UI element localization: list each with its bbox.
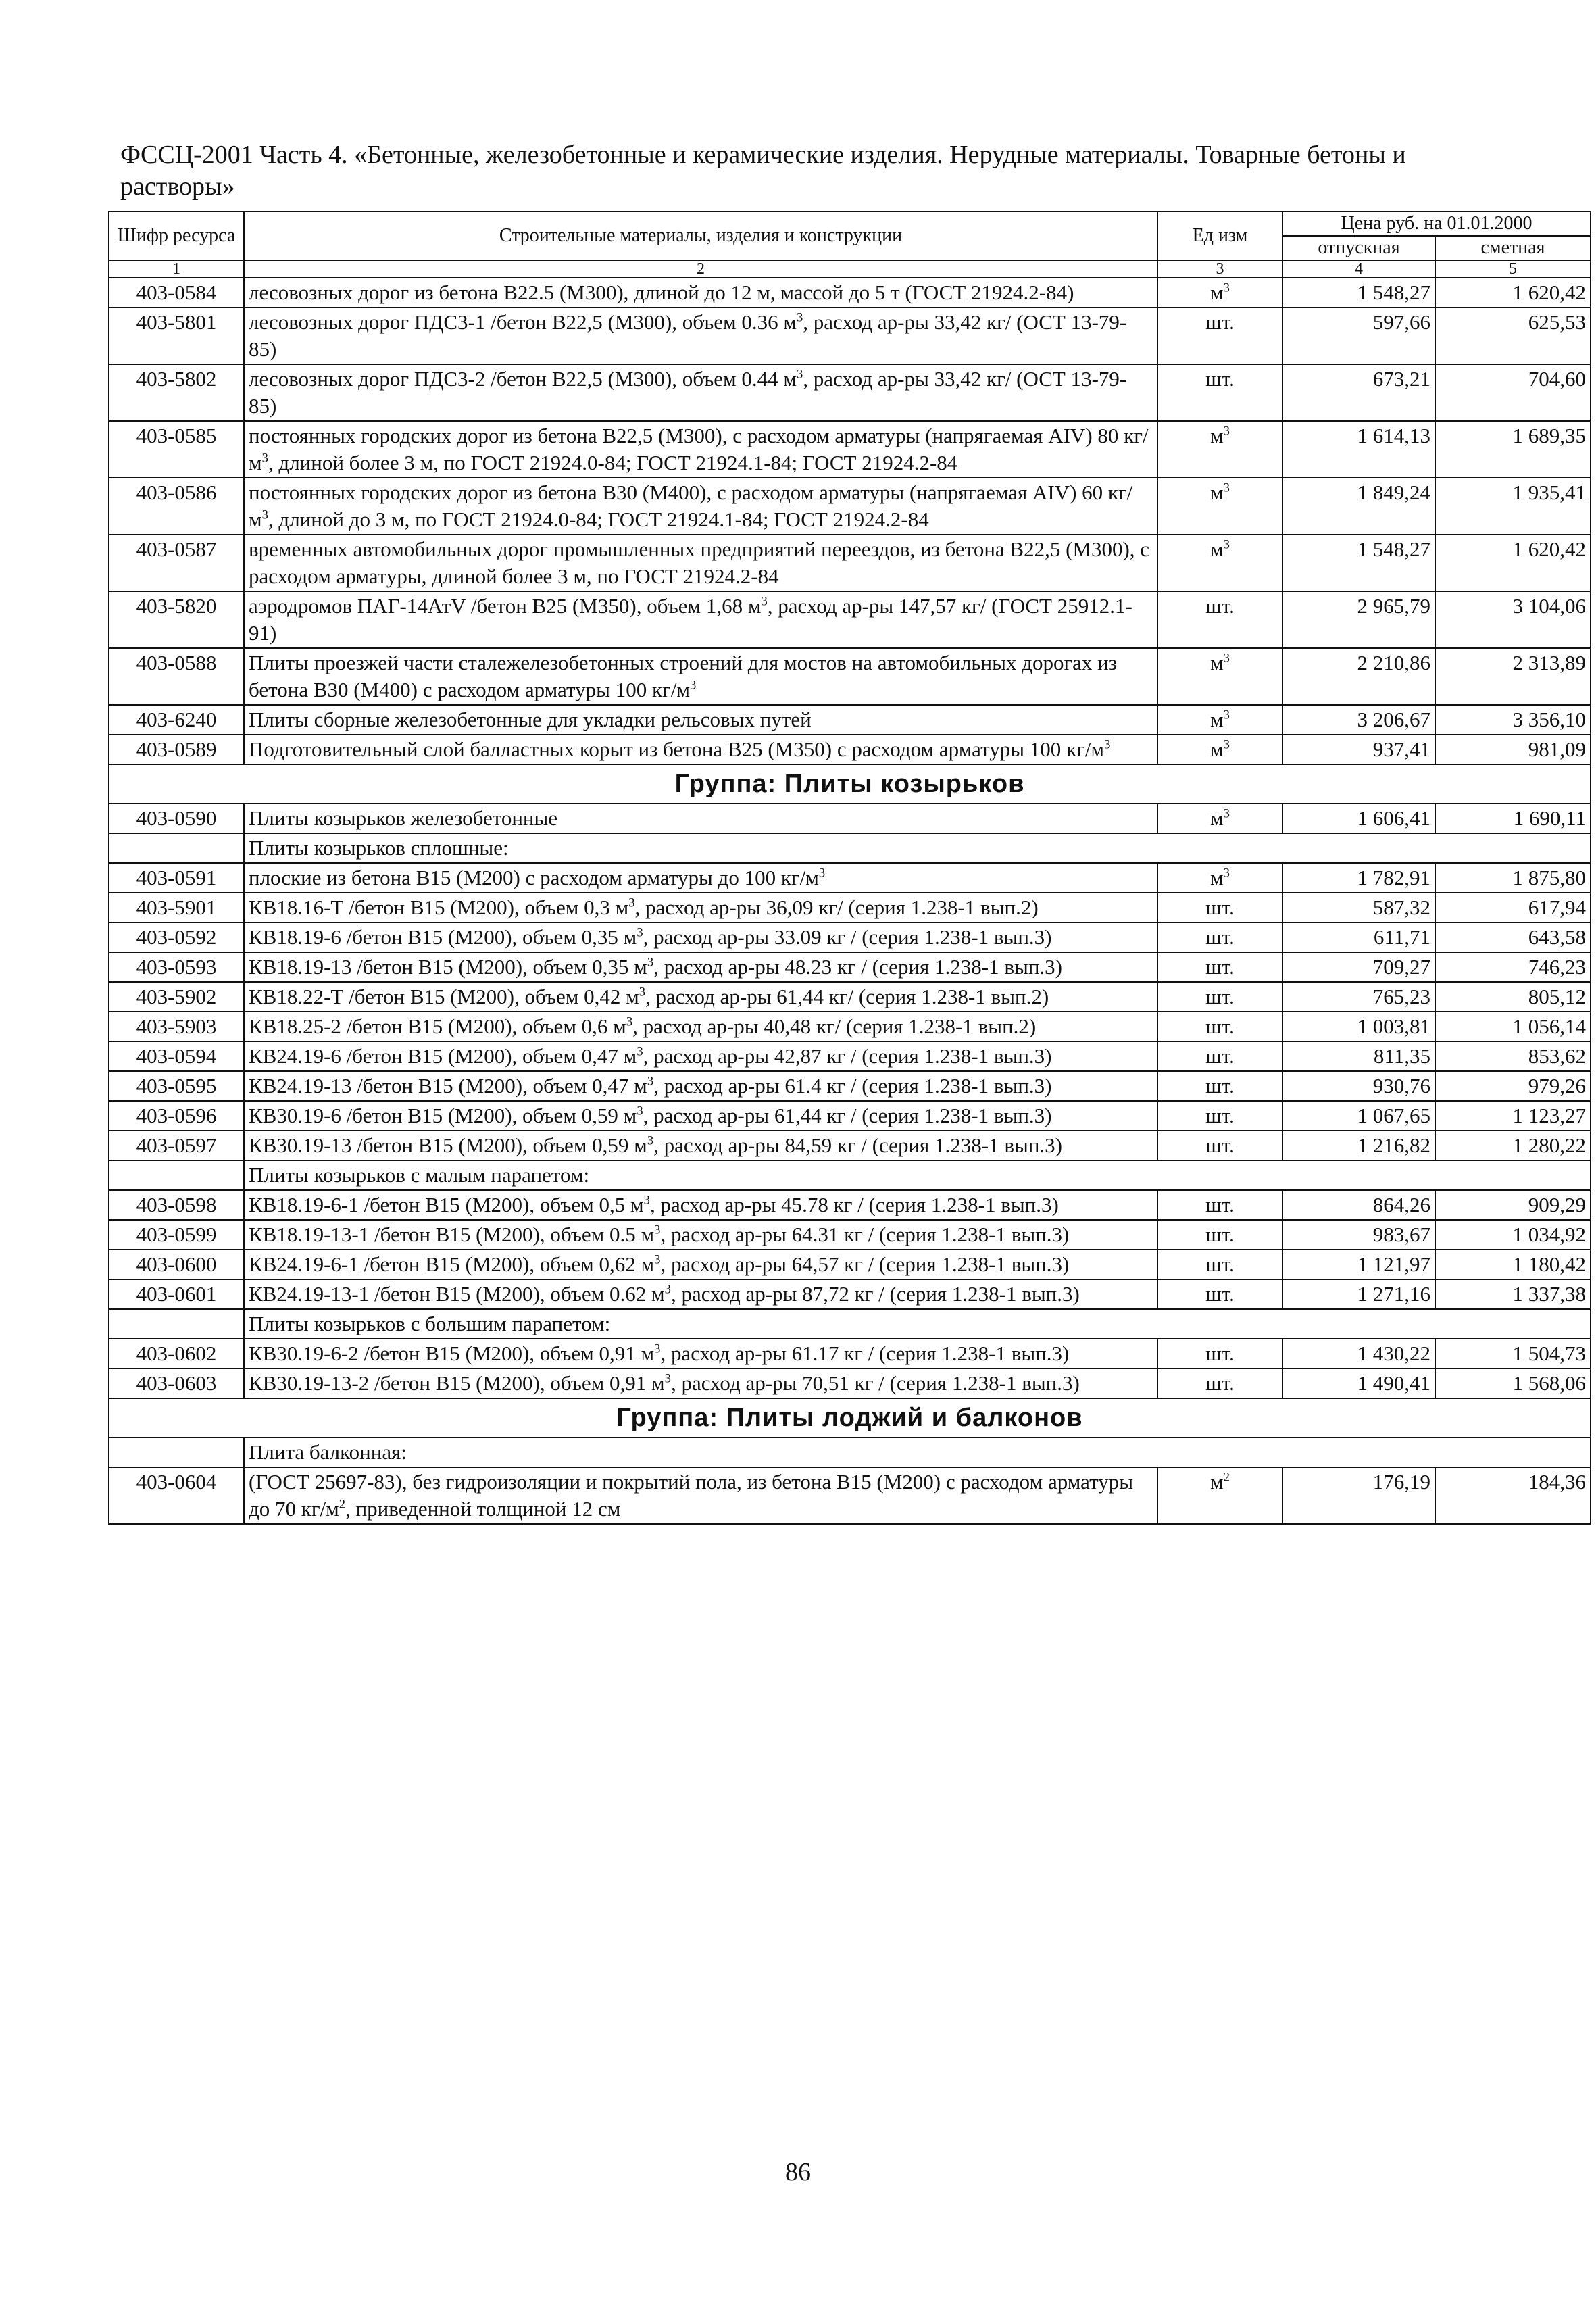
- col-header-estimate: сметная: [1435, 236, 1591, 260]
- unit-of-measure: шт.: [1157, 364, 1282, 421]
- unit-of-measure: шт.: [1157, 893, 1282, 922]
- unit-of-measure: $м^3$: [1157, 535, 1282, 591]
- table-row: [109, 1279, 1591, 1309]
- material-description: КВ18.25-2 /бетон В15 (М200), объем 0,6 $м^3$, расход ар-ры 40,48 кг/ (серия 1.238-1 вып.2): [244, 1012, 1157, 1041]
- col-number: 4: [1282, 260, 1435, 278]
- resource-code: 403-0601: [109, 1279, 244, 1309]
- material-description: КВ18.19-13-1 /бетон В15 (М200), объем 0.5 $м^3$, расход ар-ры 64.31 кг / (серия 1.238-1 вып.3): [244, 1220, 1157, 1250]
- resource-code: 403-5820: [109, 591, 244, 648]
- unit-of-measure: шт.: [1157, 307, 1282, 364]
- material-description: КВ24.19-13-1 /бетон В15 (М200), объем 0.62 $м^3$, расход ар-ры 87,72 кг / (серия 1.238-1 вып.3): [244, 1279, 1157, 1309]
- release-price: 2 965,79: [1282, 591, 1435, 648]
- col-number: 2: [244, 260, 1157, 278]
- release-price: 1 614,13: [1282, 421, 1435, 478]
- table-row: [109, 1131, 1591, 1160]
- release-price: 1 490,41: [1282, 1369, 1435, 1398]
- material-description: КВ24.19-13 /бетон В15 (М200), объем 0,47 $м^3$, расход ар-ры 61.4 кг / (серия 1.238-1 вып.3): [244, 1071, 1157, 1101]
- resource-code: 403-0595: [109, 1071, 244, 1101]
- material-description: Плиты козырьков железобетонные: [244, 804, 1157, 833]
- material-description: КВ24.19-6-1 /бетон В15 (М200), объем 0,62 $м^3$, расход ар-ры 64,57 кг / (серия 1.238-1 вып.3): [244, 1250, 1157, 1279]
- release-price: 176,19: [1282, 1467, 1435, 1524]
- release-price: 1 121,97: [1282, 1250, 1435, 1279]
- estimate-price: 1 056,14: [1435, 1012, 1591, 1041]
- unit-of-measure: $м^3$: [1157, 804, 1282, 833]
- subheading-row: [109, 1437, 1591, 1467]
- release-price: 1 067,65: [1282, 1101, 1435, 1131]
- resource-code: 403-5903: [109, 1012, 244, 1041]
- estimate-price: 1 620,42: [1435, 535, 1591, 591]
- resource-code: 403-0598: [109, 1190, 244, 1220]
- unit-of-measure: шт.: [1157, 1041, 1282, 1071]
- release-price: 1 216,82: [1282, 1131, 1435, 1160]
- table-row: [109, 1012, 1591, 1041]
- resource-code: 403-0593: [109, 952, 244, 982]
- unit-of-measure: $м^2$: [1157, 1467, 1282, 1524]
- material-description: КВ18.19-13 /бетон В15 (М200), объем 0,35 $м^3$, расход ар-ры 48.23 кг / (серия 1.238-1 вып.3): [244, 952, 1157, 982]
- empty-cell: [109, 1437, 244, 1467]
- table-row: [109, 1250, 1591, 1279]
- unit-of-measure: $м^3$: [1157, 735, 1282, 764]
- resource-code: 403-0584: [109, 278, 244, 307]
- col-header-price: Цена руб. на 01.01.2000: [1282, 212, 1591, 236]
- material-description: Подготовительный слой балластных корыт из бетона В25 (М350) с расходом арматуры 100 $кг/м^3$: [244, 735, 1157, 764]
- unit-of-measure: шт.: [1157, 1012, 1282, 1041]
- table-row: [109, 364, 1591, 421]
- estimate-price: 805,12: [1435, 982, 1591, 1012]
- subheading: Плиты козырьков с большим парапетом:: [244, 1309, 1591, 1339]
- document-header: ФССЦ-2001 Часть 4. «Бетонные, железобетонные и керамические изделия. Нерудные материалы. Товарные бетоны и растворы»: [120, 141, 1406, 201]
- unit-of-measure: шт.: [1157, 1250, 1282, 1279]
- unit-of-measure: шт.: [1157, 1220, 1282, 1250]
- group-heading-row: [109, 1398, 1591, 1437]
- unit-of-measure: $м^3$: [1157, 863, 1282, 893]
- release-price: 597,66: [1282, 307, 1435, 364]
- table-row: [109, 1369, 1591, 1398]
- unit-of-measure: $м^3$: [1157, 421, 1282, 478]
- estimate-price: 1 568,06: [1435, 1369, 1591, 1398]
- estimate-price: 1 504,73: [1435, 1339, 1591, 1369]
- estimate-price: 1 123,27: [1435, 1101, 1591, 1131]
- release-price: 709,27: [1282, 952, 1435, 982]
- table-row: [109, 952, 1591, 982]
- release-price: 765,23: [1282, 982, 1435, 1012]
- col-number: 3: [1157, 260, 1282, 278]
- col-header-unit: Ед изм: [1157, 212, 1282, 260]
- subheading-row: [109, 1160, 1591, 1190]
- release-price: 673,21: [1282, 364, 1435, 421]
- resource-code: 403-0602: [109, 1339, 244, 1369]
- material-description: КВ18.19-6-1 /бетон В15 (М200), объем 0,5 $м^3$, расход ар-ры 45.78 кг / (серия 1.238-1 вып.3): [244, 1190, 1157, 1220]
- material-description: КВ30.19-13-2 /бетон В15 (М200), объем 0,91 $м^3$, расход ар-ры 70,51 кг / (серия 1.238-1 вып.3): [244, 1369, 1157, 1398]
- resource-code: 403-0600: [109, 1250, 244, 1279]
- estimate-price: 1 689,35: [1435, 421, 1591, 478]
- subheading-row: [109, 1309, 1591, 1339]
- group-heading: Группа: Плиты лоджий и балконов: [109, 1398, 1591, 1437]
- material-description: КВ30.19-6-2 /бетон В15 (М200), объем 0,91 $м^3$, расход ар-ры 61.17 кг / (серия 1.238-1 вып.3): [244, 1339, 1157, 1369]
- material-description: постоянных городских дорог из бетона В30 (М400), с расходом арматуры (напрягаемая AIV) 60 $кг/м^3$, длиной до 3 м, по ГОСТ 21924.0-84; ГОСТ 21924.1-84; ГОСТ 21924.2-84: [244, 478, 1157, 535]
- resource-code: 403-0603: [109, 1369, 244, 1398]
- table-row: [109, 705, 1591, 735]
- resource-code: 403-5802: [109, 364, 244, 421]
- unit-of-measure: шт.: [1157, 952, 1282, 982]
- table-row: [109, 804, 1591, 833]
- table-row: [109, 1101, 1591, 1131]
- estimate-price: 704,60: [1435, 364, 1591, 421]
- empty-cell: [109, 833, 244, 863]
- unit-of-measure: шт.: [1157, 1369, 1282, 1398]
- material-description: КВ18.19-6 /бетон В15 (М200), объем 0,35 $м^3$, расход ар-ры 33.09 кг / (серия 1.238-1 вып.3): [244, 922, 1157, 952]
- table-header: [109, 212, 1591, 278]
- resource-code: 403-0604: [109, 1467, 244, 1524]
- subheading-row: [109, 833, 1591, 863]
- estimate-price: 3 356,10: [1435, 705, 1591, 735]
- price-table: [108, 211, 1591, 1525]
- group-heading: Группа: Плиты козырьков: [109, 764, 1591, 804]
- estimate-price: 2 313,89: [1435, 648, 1591, 705]
- material-description: лесовозных дорог ПДС3-1 /бетон В22,5 (М300), объем 0.36 $м^3$, расход ар-ры 33,42 кг/ (ОСТ 13-79-85): [244, 307, 1157, 364]
- estimate-price: 1 337,38: [1435, 1279, 1591, 1309]
- table-body: [109, 278, 1591, 1524]
- material-description: Плиты проезжей части сталежелезобетонных строений для мостов на автомобильных дорогах из бетона В30 (М400) с расходом арматуры 100 $кг/м^3$: [244, 648, 1157, 705]
- material-description: (ГОСТ 25697-83), без гидроизоляции и покрытий пола, из бетона В15 (М200) с расходом арматуры до 70 $кг/м^2$, приведенной толщиной 12 см: [244, 1467, 1157, 1524]
- resource-code: 403-0597: [109, 1131, 244, 1160]
- estimate-price: 746,23: [1435, 952, 1591, 982]
- estimate-price: 1 280,22: [1435, 1131, 1591, 1160]
- estimate-price: 1 935,41: [1435, 478, 1591, 535]
- subheading: Плита балконная:: [244, 1437, 1591, 1467]
- material-description: КВ18.22-Т /бетон В15 (М200), объем 0,42 $м^3$, расход ар-ры 61,44 кг/ (серия 1.238-1 вып.2): [244, 982, 1157, 1012]
- resource-code: 403-5901: [109, 893, 244, 922]
- unit-of-measure: шт.: [1157, 1279, 1282, 1309]
- release-price: 1 548,27: [1282, 278, 1435, 307]
- material-description: лесовозных дорог ПДС3-2 /бетон В22,5 (М300), объем 0.44 $м^3$, расход ар-ры 33,42 кг/ (ОСТ 13-79-85): [244, 364, 1157, 421]
- table-row: [109, 648, 1591, 705]
- estimate-price: 979,26: [1435, 1071, 1591, 1101]
- resource-code: 403-5801: [109, 307, 244, 364]
- table-row: [109, 307, 1591, 364]
- release-price: 1 606,41: [1282, 804, 1435, 833]
- estimate-price: 625,53: [1435, 307, 1591, 364]
- table-row: [109, 1071, 1591, 1101]
- release-price: 1 548,27: [1282, 535, 1435, 591]
- estimate-price: 617,94: [1435, 893, 1591, 922]
- resource-code: 403-0586: [109, 478, 244, 535]
- release-price: 1 271,16: [1282, 1279, 1435, 1309]
- table-row: [109, 1467, 1591, 1524]
- unit-of-measure: шт.: [1157, 982, 1282, 1012]
- col-number: 1: [109, 260, 244, 278]
- material-description: постоянных городских дорог из бетона В22,5 (М300), с расходом арматуры (напрягаемая AIV) 80 $кг/м^3$, длиной более 3 м, по ГОСТ 21924.0-84; ГОСТ 21924.1-84; ГОСТ 21924.2-84: [244, 421, 1157, 478]
- resource-code: 403-0587: [109, 535, 244, 591]
- unit-of-measure: $м^3$: [1157, 705, 1282, 735]
- release-price: 1 849,24: [1282, 478, 1435, 535]
- resource-code: 403-5902: [109, 982, 244, 1012]
- subheading: Плиты козырьков с малым парапетом:: [244, 1160, 1591, 1190]
- subheading: Плиты козырьков сплошные:: [244, 833, 1591, 863]
- unit-of-measure: $м^3$: [1157, 478, 1282, 535]
- estimate-price: 184,36: [1435, 1467, 1591, 1524]
- group-heading-row: [109, 764, 1591, 804]
- col-number: 5: [1435, 260, 1591, 278]
- estimate-price: 3 104,06: [1435, 591, 1591, 648]
- material-description: плоские из бетона В15 (М200) с расходом арматуры до 100 $кг/м^3$: [244, 863, 1157, 893]
- release-price: 930,76: [1282, 1071, 1435, 1101]
- resource-code: 403-6240: [109, 705, 244, 735]
- release-price: 611,71: [1282, 922, 1435, 952]
- resource-code: 403-0596: [109, 1101, 244, 1131]
- release-price: 937,41: [1282, 735, 1435, 764]
- col-header-name: Строительные материалы, изделия и конструкции: [244, 212, 1157, 260]
- estimate-price: 853,62: [1435, 1041, 1591, 1071]
- table-row: [109, 1041, 1591, 1071]
- table-row: [109, 278, 1591, 307]
- unit-of-measure: шт.: [1157, 1339, 1282, 1369]
- col-header-release: отпускная: [1282, 236, 1435, 260]
- table-row: [109, 982, 1591, 1012]
- release-price: 983,67: [1282, 1220, 1435, 1250]
- estimate-price: 909,29: [1435, 1190, 1591, 1220]
- estimate-price: 1 180,42: [1435, 1250, 1591, 1279]
- col-header-code: Шифр ресурса: [109, 212, 244, 260]
- resource-code: 403-0585: [109, 421, 244, 478]
- material-description: КВ24.19-6 /бетон В15 (М200), объем 0,47 $м^3$, расход ар-ры 42,87 кг / (серия 1.238-1 вып.3): [244, 1041, 1157, 1071]
- material-description: временных автомобильных дорог промышленных предприятий переездов, из бетона В22,5 (М300), с расходом арматуры, длиной более 3 м, по ГОСТ 21924.2-84: [244, 535, 1157, 591]
- unit-of-measure: шт.: [1157, 1071, 1282, 1101]
- release-price: 1 430,22: [1282, 1339, 1435, 1369]
- unit-of-measure: шт.: [1157, 1101, 1282, 1131]
- table-row: [109, 922, 1591, 952]
- estimate-price: 1 620,42: [1435, 278, 1591, 307]
- material-description: Плиты сборные железобетонные для укладки рельсовых путей: [244, 705, 1157, 735]
- unit-of-measure: $м^3$: [1157, 648, 1282, 705]
- release-price: 1 003,81: [1282, 1012, 1435, 1041]
- table-row: [109, 591, 1591, 648]
- release-price: 1 782,91: [1282, 863, 1435, 893]
- unit-of-measure: шт.: [1157, 1190, 1282, 1220]
- resource-code: 403-0590: [109, 804, 244, 833]
- table-row: [109, 1339, 1591, 1369]
- table-row: [109, 1190, 1591, 1220]
- resource-code: 403-0592: [109, 922, 244, 952]
- release-price: 864,26: [1282, 1190, 1435, 1220]
- empty-cell: [109, 1309, 244, 1339]
- estimate-price: 1 690,11: [1435, 804, 1591, 833]
- table-row: [109, 863, 1591, 893]
- empty-cell: [109, 1160, 244, 1190]
- material-description: лесовозных дорог из бетона В22.5 (М300), длиной до 12 м, массой до 5 т (ГОСТ 21924.2-84): [244, 278, 1157, 307]
- estimate-price: 981,09: [1435, 735, 1591, 764]
- unit-of-measure: шт.: [1157, 922, 1282, 952]
- table-row: [109, 893, 1591, 922]
- table-row: [109, 478, 1591, 535]
- table-row: [109, 535, 1591, 591]
- table-row: [109, 735, 1591, 764]
- table-row: [109, 1220, 1591, 1250]
- table-row: [109, 421, 1591, 478]
- unit-of-measure: шт.: [1157, 1131, 1282, 1160]
- material-description: аэродромов ПАГ-14АтV /бетон В25 (М350), объем 1,68 $м^3$, расход ар-ры 147,57 кг/ (ГОСТ 25912.1-91): [244, 591, 1157, 648]
- estimate-price: 1 034,92: [1435, 1220, 1591, 1250]
- resource-code: 403-0591: [109, 863, 244, 893]
- release-price: 2 210,86: [1282, 648, 1435, 705]
- unit-of-measure: $м^3$: [1157, 278, 1282, 307]
- release-price: 587,32: [1282, 893, 1435, 922]
- resource-code: 403-0588: [109, 648, 244, 705]
- resource-code: 403-0589: [109, 735, 244, 764]
- page-number: 86: [785, 2158, 811, 2186]
- unit-of-measure: шт.: [1157, 591, 1282, 648]
- release-price: 811,35: [1282, 1041, 1435, 1071]
- resource-code: 403-0599: [109, 1220, 244, 1250]
- material-description: КВ30.19-13 /бетон В15 (М200), объем 0,59 $м^3$, расход ар-ры 84,59 кг / (серия 1.238-1 вып.3): [244, 1131, 1157, 1160]
- estimate-price: 643,58: [1435, 922, 1591, 952]
- release-price: 3 206,67: [1282, 705, 1435, 735]
- material-description: КВ30.19-6 /бетон В15 (М200), объем 0,59 $м^3$, расход ар-ры 61,44 кг / (серия 1.238-1 вып.3): [244, 1101, 1157, 1131]
- estimate-price: 1 875,80: [1435, 863, 1591, 893]
- material-description: КВ18.16-Т /бетон В15 (М200), объем 0,3 $м^3$, расход ар-ры 36,09 кг/ (серия 1.238-1 вып.2): [244, 893, 1157, 922]
- resource-code: 403-0594: [109, 1041, 244, 1071]
